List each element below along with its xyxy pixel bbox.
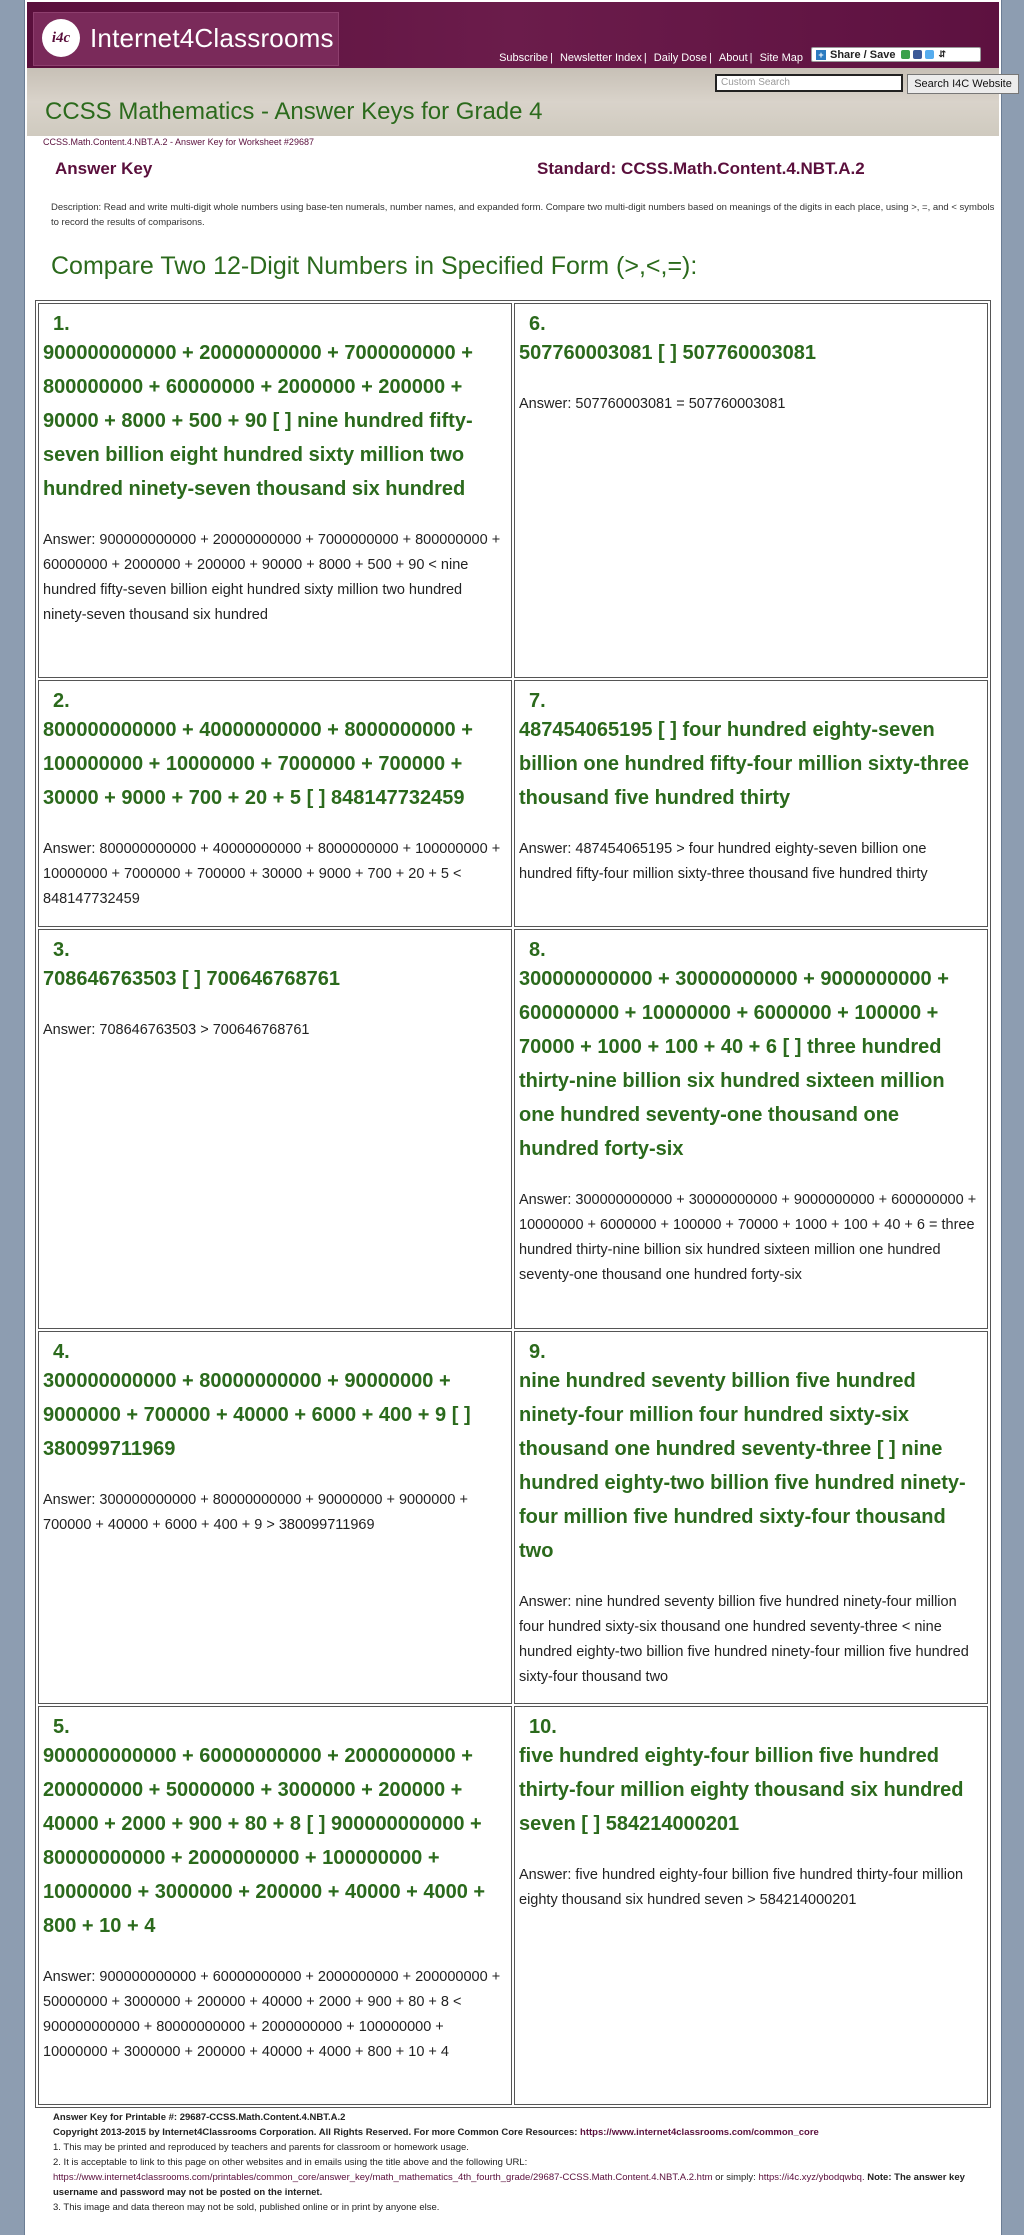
common-core-link[interactable]: https://www.internet4classrooms.com/common_core bbox=[580, 2127, 819, 2138]
copyright-text: Copyright 2013-2015 by Internet4Classrooms Corporation. All Rights Reserved. For more Common Core Resources: bbox=[53, 2127, 578, 2138]
top-nav: Subscribe | Newsletter Index | Daily Dose | About | Site Map bbox=[499, 52, 803, 64]
problem-answer: Answer: 800000000000 + 40000000000 + 8000000000 + 100000000 + 10000000 + 7000000 + 700000 + 30000 + 9000 + 700 + 20 + 5 < 848147732459 bbox=[43, 841, 501, 907]
description: Description: Read and write multi-digit whole numbers using base-ten numerals, number names, and expanded form. Compare two multi-digit numbers based on meanings of the digits in each place, using >, =, and < symbols to record the results of comparisons. bbox=[51, 202, 995, 228]
problem-cell bbox=[514, 929, 988, 1329]
problem-question: 800000000000 + 40000000000 + 8000000000 + 100000000 + 10000000 + 7000000 + 700000 + 30000 + 9000 + 700 + 20 + 5 [ ] 848147732459 bbox=[43, 719, 473, 809]
nav-about[interactable]: About bbox=[718, 52, 748, 64]
problem-answer: Answer: 300000000000 + 80000000000 + 90000000 + 9000000 + 700000 + 40000 + 6000 + 400 + 9 > 380099711969 bbox=[43, 1492, 468, 1533]
answer-key-url-link[interactable]: https://www.internet4classrooms.com/printables/common_core/answer_key/math_mathematics_4th_fourth_grade/29687-CCSS.Math.Content.4.NBT.A.2.htm bbox=[53, 2172, 713, 2183]
problem-number: 7. bbox=[529, 690, 546, 712]
page bbox=[24, 0, 1012, 2235]
problem-cell bbox=[514, 1331, 988, 1704]
note-3: 3. This image and data thereon may not be sold, published online or in print by anyone else. bbox=[53, 2202, 440, 2213]
email-icon bbox=[901, 50, 910, 59]
problem-number: 10. bbox=[529, 1716, 557, 1738]
twitter-icon bbox=[925, 50, 934, 59]
problem-cell bbox=[38, 1331, 512, 1704]
problem-number: 1. bbox=[53, 313, 70, 335]
site-logo[interactable] bbox=[33, 12, 339, 66]
answer-key-label: Answer Key bbox=[55, 159, 153, 178]
problem-number: 8. bbox=[529, 939, 546, 961]
problem-answer: Answer: 487454065195 > four hundred eighty-seven billion one hundred fifty-four million sixty-three thousand five hundred thirty bbox=[519, 841, 928, 882]
search-button[interactable]: Search I4C Website bbox=[907, 74, 1019, 94]
breadcrumb[interactable]: CCSS.Math.Content.4.NBT.A.2 - Answer Key for Worksheet #29687 bbox=[43, 137, 314, 147]
problem-answer: Answer: 507760003081 = 507760003081 bbox=[519, 396, 786, 412]
problem-number: 5. bbox=[53, 1716, 70, 1738]
site-banner bbox=[27, 2, 1012, 136]
or-simply-text: or simply: bbox=[715, 2172, 756, 2183]
problem-question: nine hundred seventy billion five hundred ninety-four million four hundred sixty-six thousand one hundred seventy-three [ ] nine hundred eighty-two billion five hundred ninety-four million five hundred sixty-four thousand two bbox=[519, 1370, 966, 1562]
copyright-line bbox=[53, 2125, 993, 2140]
share-save-button[interactable] bbox=[811, 47, 981, 62]
problem-answer: Answer: 300000000000 + 30000000000 + 9000000000 + 600000000 + 10000000 + 6000000 + 100000 + 70000 + 1000 + 100 + 40 + 6 = three hundred thirty-nine billion six hundred sixteen million one hundred seventy-one thousand one hundred forty-six bbox=[519, 1192, 977, 1283]
problem-question: 487454065195 [ ] four hundred eighty-seven billion one hundred fifty-four million sixty-three thousand five hundred thirty bbox=[519, 719, 969, 809]
nav-newsletter-index[interactable]: Newsletter Index bbox=[559, 52, 642, 64]
page-title: CCSS Mathematics - Answer Keys for Grade 4 bbox=[45, 98, 543, 125]
problem-cell bbox=[38, 1706, 512, 2105]
standard-label: Standard: CCSS.Math.Content.4.NBT.A.2 bbox=[537, 159, 865, 178]
worksheet-title: Compare Two 12-Digit Numbers in Specified Form (>,<,=): bbox=[51, 252, 698, 280]
problem-answer: Answer: 900000000000 + 60000000000 + 2000000000 + 200000000 + 50000000 + 3000000 + 200000 + 40000 + 2000 + 900 + 80 + 8 < 900000000000 + 80000000000 + 2000000000 + 100000000 + 10000000 + 3000000 + 200000 + 40000 + 4000 + 800 + 10 + 4 bbox=[43, 1969, 501, 2060]
note-2: 2. It is acceptable to link to this page on other websites and in emails using the title above and the following URL: bbox=[53, 2157, 528, 2168]
problem-cell bbox=[514, 303, 988, 678]
facebook-icon bbox=[913, 50, 922, 59]
problem-answer: Answer: nine hundred seventy billion five hundred ninety-four million four hundred sixty-six thousand one hundred seventy-three < nine hundred eighty-two billion five hundred ninety-four million five hundred sixty-four thousand two bbox=[519, 1594, 969, 1685]
problem-number: 2. bbox=[53, 690, 70, 712]
search-input[interactable]: Custom Search bbox=[715, 74, 903, 92]
problem-cell bbox=[514, 1706, 988, 2105]
nav-daily-dose[interactable]: Daily Dose bbox=[653, 52, 707, 64]
problem-number: 9. bbox=[529, 1341, 546, 1363]
problem-question: 300000000000 + 80000000000 + 90000000 + 9000000 + 700000 + 40000 + 6000 + 400 + 9 [ ] 380099711969 bbox=[43, 1370, 471, 1460]
problem-question: five hundred eighty-four billion five hundred thirty-four million eighty thousand six hundred seven [ ] 584214000201 bbox=[519, 1745, 964, 1835]
printable-line: Answer Key for Printable #: 29687-CCSS.Math.Content.4.NBT.A.2 bbox=[53, 2112, 346, 2123]
footer bbox=[53, 2110, 993, 2215]
chevron-updown-icon: ⇵ bbox=[938, 49, 946, 59]
problem-number: 3. bbox=[53, 939, 70, 961]
logo-text: Internet4Classrooms bbox=[90, 23, 334, 53]
nav-subscribe[interactable]: Subscribe bbox=[499, 52, 549, 64]
problem-answer: Answer: 708646763503 > 700646768761 bbox=[43, 1022, 310, 1038]
problem-question: 900000000000 + 60000000000 + 2000000000 + 200000000 + 50000000 + 3000000 + 200000 + 40000 + 2000 + 900 + 80 + 8 [ ] 900000000000 + 80000000000 + 2000000000 + 100000000 + 10000000 + 3000000 + 200000 + 40000 + 4000 + 800 + 10 + 4 bbox=[43, 1745, 486, 1937]
note-1: 1. This may be printed and reproduced by teachers and parents for classroom or homework usage. bbox=[53, 2142, 469, 2153]
problem-cell bbox=[38, 303, 512, 678]
problem-question: 507760003081 [ ] 507760003081 bbox=[519, 342, 816, 364]
problem-number: 4. bbox=[53, 1341, 70, 1363]
problem-question: 300000000000 + 30000000000 + 9000000000 + 600000000 + 10000000 + 6000000 + 100000 + 70000 + 1000 + 100 + 40 + 6 [ ] three hundred thirty-nine billion six hundred sixteen million one hundred seventy-one thousand one hundred forty-six bbox=[519, 968, 949, 1160]
problem-cell bbox=[38, 680, 512, 927]
problem-question: 900000000000 + 20000000000 + 7000000000 + 800000000 + 60000000 + 2000000 + 200000 + 90000 + 8000 + 500 + 90 [ ] nine hundred fifty-seven billion eight hundred sixty million two hundred ninety-seven thousand six hundred bbox=[43, 342, 473, 500]
nav-site-map[interactable]: Site Map bbox=[759, 52, 803, 64]
short-url-link[interactable]: https://i4c.xyz/ybodqwbq. bbox=[758, 2172, 865, 2183]
share-save-label: Share / Save bbox=[830, 48, 896, 61]
problem-cell bbox=[514, 680, 988, 927]
password-note: Note: The answer key username and password may not be posted on the internet. bbox=[53, 2172, 965, 2198]
problem-cell bbox=[38, 929, 512, 1329]
logo-mark-icon: i4c bbox=[42, 19, 80, 57]
problem-question: 708646763503 [ ] 700646768761 bbox=[43, 968, 340, 990]
share-plus-icon: + bbox=[816, 50, 826, 60]
problem-grid bbox=[35, 300, 991, 2108]
problem-answer: Answer: five hundred eighty-four billion five hundred thirty-four million eighty thousand six hundred seven > 584214000201 bbox=[519, 1867, 964, 1908]
problem-answer: Answer: 900000000000 + 20000000000 + 7000000000 + 800000000 + 60000000 + 2000000 + 200000 + 90000 + 8000 + 500 + 90 < nine hundred fifty-seven billion eight hundred sixty million two hundred ninety-seven thousand six hundred bbox=[43, 532, 501, 623]
note-2-links bbox=[53, 2170, 993, 2200]
problem-number: 6. bbox=[529, 313, 546, 335]
